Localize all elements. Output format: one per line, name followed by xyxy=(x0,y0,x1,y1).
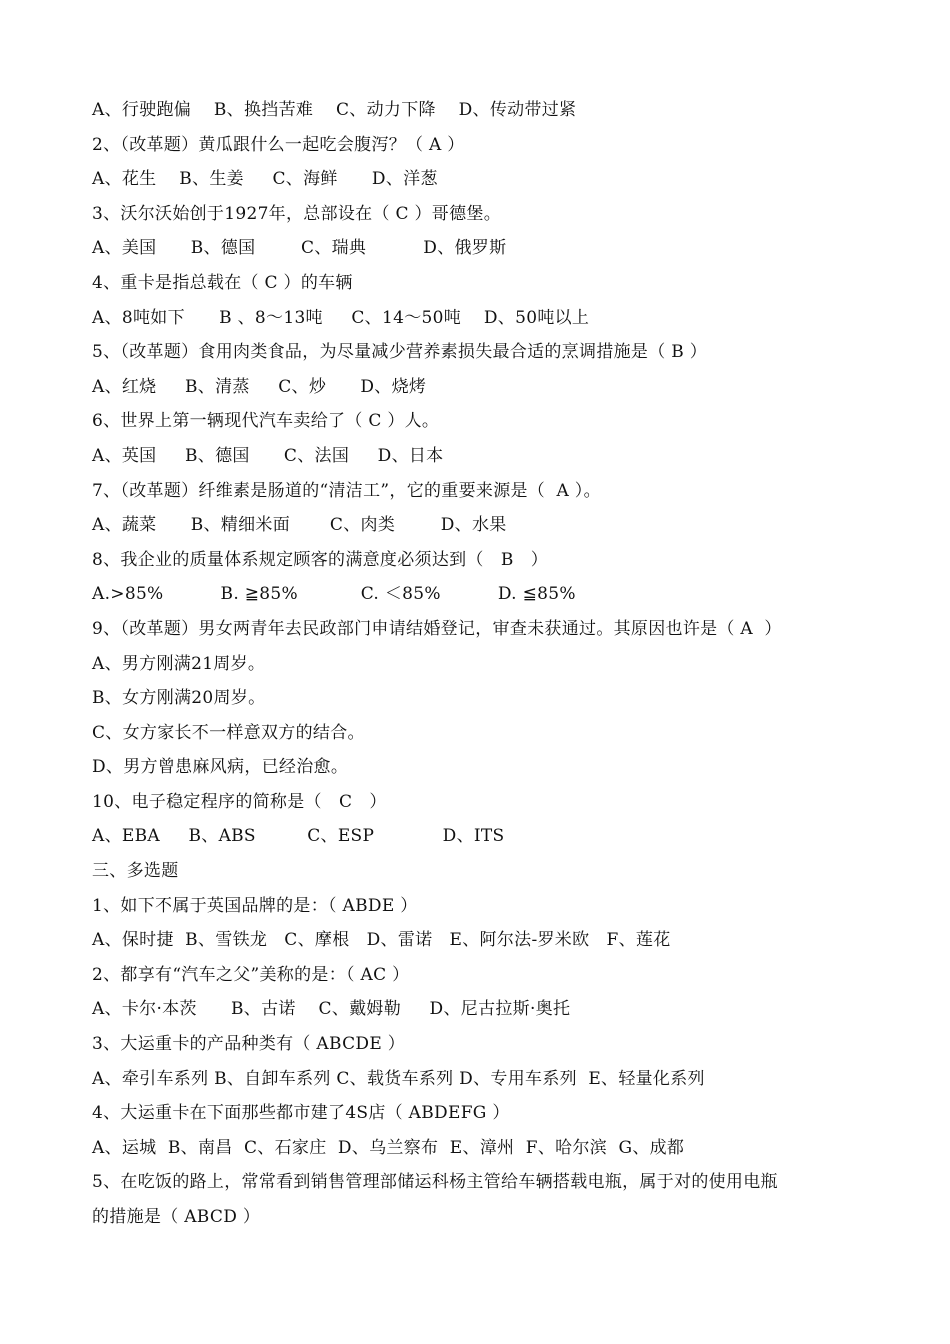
text-line-29: A、牵引车系列 B、自卸车系列 C、载货车系列 D、专用车系列 E、轻量化系列 xyxy=(92,1068,705,1089)
question-list xyxy=(92,93,892,1235)
text-line-18: B、女方刚满20周岁。 xyxy=(92,688,266,709)
text-line-32: 5、在吃饭的路上，常常看到销售管理部储运科杨主管给车辆搭载电瓶，属于对的使用电瓶 xyxy=(92,1172,778,1193)
text-line-3: A、花生 B、生姜 C、海鲜 D、洋葱 xyxy=(92,169,438,190)
text-line-13: A、蔬菜 B、精细米面 C、肉类 D、水果 xyxy=(92,515,507,536)
text-line-8: 5、（改革题）食用肉类食品，为尽量减少营养素损失最合适的烹调措施是（ B ） xyxy=(92,342,708,363)
text-line-28: 3、大运重卡的产品种类有（ ABCDE ） xyxy=(92,1034,406,1055)
text-line-11: A、英国 B、德国 C、法国 D、日本 xyxy=(92,445,444,466)
text-line-6: 4、重卡是指总载在（ C ）的车辆 xyxy=(92,272,353,293)
text-line-7: A、8吨如下 B 、8～13吨 C、14～50吨 D、50吨以上 xyxy=(92,307,590,328)
text-line-2: 2、（改革题）黄瓜跟什么一起吃会腹泻？（ A ） xyxy=(92,134,465,155)
text-line-25: A、保时捷 B、雪铁龙 C、摩根 D、雷诺 E、阿尔法-罗米欧 F、莲花 xyxy=(92,930,671,951)
text-line-12: 7、（改革题）纤维素是肠道的“清洁工”，它的重要来源是（ A ）。 xyxy=(92,480,601,501)
text-line-19: C、女方家长不一样意双方的结合。 xyxy=(92,722,365,743)
text-line-24: 1、如下不属于英国品牌的是：（ ABDE ） xyxy=(92,895,418,916)
text-line-10: 6、世界上第一辆现代汽车卖给了（ C ）人。 xyxy=(92,411,440,432)
text-line-4: 3、沃尔沃始创于1927年，总部设在（ C ）哥德堡。 xyxy=(92,203,501,224)
section-heading: 三、多选题 xyxy=(92,861,179,882)
text-line-20: D、男方曾患麻风病，已经治愈。 xyxy=(92,757,349,778)
text-line-31: A、运城 B、南昌 C、石家庄 D、乌兰察布 E、漳州 F、哈尔滨 G、成都 xyxy=(92,1137,685,1158)
text-line-17: A、男方刚满21周岁。 xyxy=(92,653,266,674)
text-line-5: A、美国 B、德国 C、瑞典 D、俄罗斯 xyxy=(92,238,507,259)
text-line-33: 的措施是（ ABCD ） xyxy=(92,1207,261,1227)
text-line-22: A、EBA B、ABS C、ESP D、ITS xyxy=(92,826,505,847)
text-line-14: 8、我企业的质量体系规定顾客的满意度必须达到（ B ） xyxy=(92,549,549,570)
text-line-15: A.>85% B. ≧85% C. ＜85% D. ≦85% xyxy=(92,584,576,605)
text-line-30: 4、大运重卡在下面那些都市建了4S店（ ABDEFG ） xyxy=(92,1103,510,1124)
text-line-16: 9、（改革题）男女两青年去民政部门申请结婚登记，审查未获通过。其原因也许是（ A ） xyxy=(92,618,782,639)
text-line-27: A、卡尔·本茨 B、古诺 C、戴姆勒 D、尼古拉斯·奥托 xyxy=(92,999,571,1020)
text-line-1: A、行驶跑偏 B、换挡苦难 C、动力下降 D、传动带过紧 xyxy=(92,100,577,120)
text-line-26: 2、都享有“汽车之父”美称的是：（ AC ） xyxy=(92,964,410,985)
text-line-9: A、红烧 B、清蒸 C、炒 D、烧烤 xyxy=(92,376,427,397)
text-line-21: 10、电子稳定程序的简称是（ C ） xyxy=(92,791,387,812)
